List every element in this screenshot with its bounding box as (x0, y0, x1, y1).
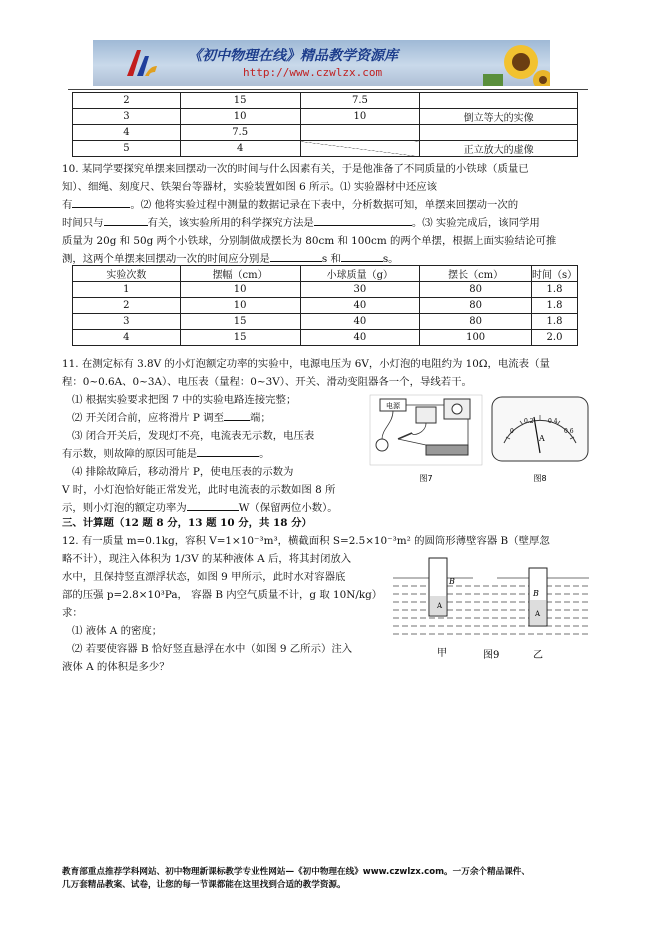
table-row (73, 93, 578, 109)
answer-blank[interactable] (224, 409, 250, 421)
table-cell: 10 (180, 298, 300, 314)
footer-line: 几万套精品教案、试卷，让您的每一节课都能在这里找到合适的教学资源。 (62, 880, 346, 890)
table-cell: 5 (73, 141, 181, 157)
table-row (73, 125, 578, 141)
table-row (73, 330, 578, 346)
dial-unit-label: A (539, 434, 545, 443)
liquid-label: A (535, 610, 541, 618)
table-cell: 15 (180, 314, 300, 330)
rheostat-icon (426, 445, 468, 455)
site-logo-icon (123, 46, 159, 80)
text-span: 测，这两个单摆来回摆动一次的时间应分别是 (62, 253, 270, 265)
table-cell: 2.0 (532, 330, 578, 346)
table-row (73, 109, 578, 125)
liquid-label: A (437, 602, 443, 610)
table-cell: 10 (300, 109, 420, 125)
table-cell: 2 (73, 298, 181, 314)
table-cell (420, 93, 578, 109)
table-cell: 15 (180, 330, 300, 346)
figure-9-caption: 图9 (483, 650, 500, 661)
table-cell (300, 125, 420, 141)
table-row (73, 314, 578, 330)
text-span: 示，则小灯泡的额定功率为 (62, 502, 187, 514)
table-header: 小球质量（g） (300, 266, 420, 282)
answer-blank[interactable] (270, 250, 322, 262)
header-banner (93, 40, 550, 86)
table-cell: 10 (180, 109, 300, 125)
text-span: 端； (249, 412, 271, 424)
text-line: 略不计），现注入体积为 1/3V 的某种液体 A 后，将其封闭放入 (62, 553, 352, 565)
voltmeter-icon (416, 407, 436, 423)
table-cell: 1.8 (532, 314, 578, 330)
table-cell: 4 (73, 330, 181, 346)
text-span: 有关，该实验所用的科学探究方法是 (147, 217, 314, 229)
table-cell: 1.8 (532, 298, 578, 314)
header-rule (68, 89, 588, 90)
pendulum-data-table (72, 265, 578, 346)
text-line: 部的压强 p=2.8×10³Pa， 容器 B 内空气质量不计，g 取 10N/kg） (62, 589, 383, 601)
table-cell: 7.5 (180, 125, 300, 141)
text-span: ⑵ 开关闭合前，应将滑片 P 调至 (72, 412, 224, 424)
table-cell (420, 125, 578, 141)
text-line: ⑶ 闭合开关后，发现灯不亮，电流表无示数，电压表 (72, 430, 315, 442)
lamp-icon (376, 439, 388, 451)
sunflower-icon (483, 40, 550, 86)
dial-tick-label: 0.4 (548, 418, 558, 425)
dial-tick-label: 0 (510, 428, 514, 435)
figure-7-circuit (368, 393, 484, 485)
text-span: 时间只与 (62, 217, 104, 229)
table-header: 实验次数 (73, 266, 181, 282)
power-source-label: 电源 (386, 402, 400, 410)
text-line: V 时，小灯泡恰好能正常发光，此时电流表的示数如图 8 所 (62, 484, 336, 496)
table-cell: 15 (180, 93, 300, 109)
text-line (62, 214, 592, 232)
table-cell: 3 (73, 109, 181, 125)
page-footer (62, 866, 602, 892)
text-line: 11. 在测定标有 3.8V 的小灯泡额定功率的实验中，电源电压为 6V，小灯泡的电阻约为 10Ω，电流表（量 (62, 358, 550, 370)
text-line (62, 196, 592, 214)
figure-7-caption: 图7 (419, 474, 433, 483)
text-span: s 和 (321, 253, 341, 265)
lens-data-table (72, 92, 578, 157)
text-span: 。⑶ 实验完成后，该同学用 (411, 217, 540, 229)
text-span: 。⑵ 他将实验过程中测量的数据记录在下表中，分析数据可知，单摆来回摆动一次的 (130, 199, 519, 211)
table-cell: 1.8 (532, 282, 578, 298)
text-line: 水中，且保持竖直漂浮状态，如图 9 甲所示，此时水对容器底 (62, 571, 346, 583)
text-line: 质量为 20g 和 50g 两个小铁球，分别制做成摆长为 80cm 和 100cm 的两个单摆，根据上面实验结论可推 (62, 235, 557, 247)
table-cell: 倒立等大的实像 (420, 109, 578, 125)
answer-blank[interactable] (187, 499, 239, 511)
table-cell (300, 141, 420, 157)
figure-8-caption: 图8 (533, 474, 547, 483)
section-3-title: 三、计算题（12 题 8 分，13 题 10 分，共 18 分） (62, 517, 312, 529)
table-cell: 3 (73, 314, 181, 330)
table-row (73, 298, 578, 314)
text-span: 。 (259, 448, 270, 460)
table-cell: 30 (300, 282, 420, 298)
text-line: 程：0~0.6A、0~3A）、电压表（量程：0~3V）、开关、滑动变阻器各一个，导线若干。 (62, 376, 472, 388)
table-cell: 40 (300, 330, 420, 346)
figure-9-containers (393, 556, 591, 664)
text-line: 求： (62, 607, 83, 619)
text-line: ⑴ 液体 A 的密度； (72, 625, 163, 637)
table-cell: 100 (420, 330, 532, 346)
table-cell: 4 (180, 141, 300, 157)
table-cell: 80 (420, 282, 532, 298)
text-span: s。 (382, 253, 399, 265)
table-cell: 2 (73, 93, 181, 109)
banner-url[interactable]: http://www.czwlzx.com (243, 66, 383, 79)
footer-line: 教育部重点推荐学科网站、初中物理新课标教学专业性网站—《初中物理在线》www.czwlzx.com。一万余个精品课件、 (62, 867, 530, 877)
answer-blank[interactable] (197, 445, 259, 457)
table-cell: 4 (73, 125, 181, 141)
text-span: 有 (62, 199, 73, 211)
dial-tick-label: 0.6 (564, 428, 574, 435)
table-header: 摆长（cm） (420, 266, 532, 282)
table-header: 时间（s） (532, 266, 578, 282)
table-header-row (73, 266, 578, 282)
table-cell: 80 (420, 314, 532, 330)
table-header: 摆幅（cm） (180, 266, 300, 282)
figure-label-jia: 甲 (437, 648, 447, 659)
table-cell: 1 (73, 282, 181, 298)
table-row (73, 282, 578, 298)
figure-label-yi: 乙 (533, 650, 543, 661)
text-line: ⑵ 若要使容器 B 恰好竖直悬浮在水中（如图 9 乙所示）注入 (72, 643, 353, 655)
question-10 (62, 160, 592, 268)
dial-tick-label: 0.2 (524, 418, 534, 425)
text-line: 12. 有一质量 m=0.1kg，容积 V=1×10⁻³m³，横截面积 S=2.5×10⁻³m² 的圆筒形薄壁容器 B（壁厚忽 (62, 535, 550, 547)
table-cell: 40 (300, 314, 420, 330)
text-line: 液体 A 的体积是多少？ (62, 661, 170, 673)
answer-blank[interactable] (72, 196, 130, 208)
container-label: B (533, 589, 539, 598)
table-cell: 正立放大的虚像 (420, 141, 578, 157)
answer-blank[interactable] (104, 214, 148, 226)
text-span: 有示数，则故障的原因可能是 (62, 448, 198, 460)
text-span: W（保留两位小数）。 (238, 502, 338, 514)
text-line: ⑷ 排除故障后，移动滑片 P，使电压表的示数为 (72, 466, 294, 478)
table-cell: 40 (300, 298, 420, 314)
table-cell: 80 (420, 298, 532, 314)
answer-blank[interactable] (314, 214, 412, 226)
table-cell: 7.5 (300, 93, 420, 109)
text-line: 10. 某同学要探究单摆来回摆动一次的时间与什么因素有关，于是他准备了不同质量的小铁球（质量已 (62, 163, 529, 175)
banner-title: 《初中物理在线》精品教学资源库 (188, 48, 398, 64)
text-line: 知）、细绳、刻度尺、铁架台等器材，实验装置如图 6 所示。⑴ 实验器材中还应该 (62, 181, 437, 193)
table-cell: 10 (180, 282, 300, 298)
table-row (73, 141, 578, 157)
answer-blank[interactable] (341, 250, 383, 262)
figure-8-ammeter (490, 393, 590, 485)
container-label: B (449, 577, 455, 586)
text-line: ⑴ 根据实验要求把图 7 中的实验电路连接完整； (72, 394, 297, 406)
